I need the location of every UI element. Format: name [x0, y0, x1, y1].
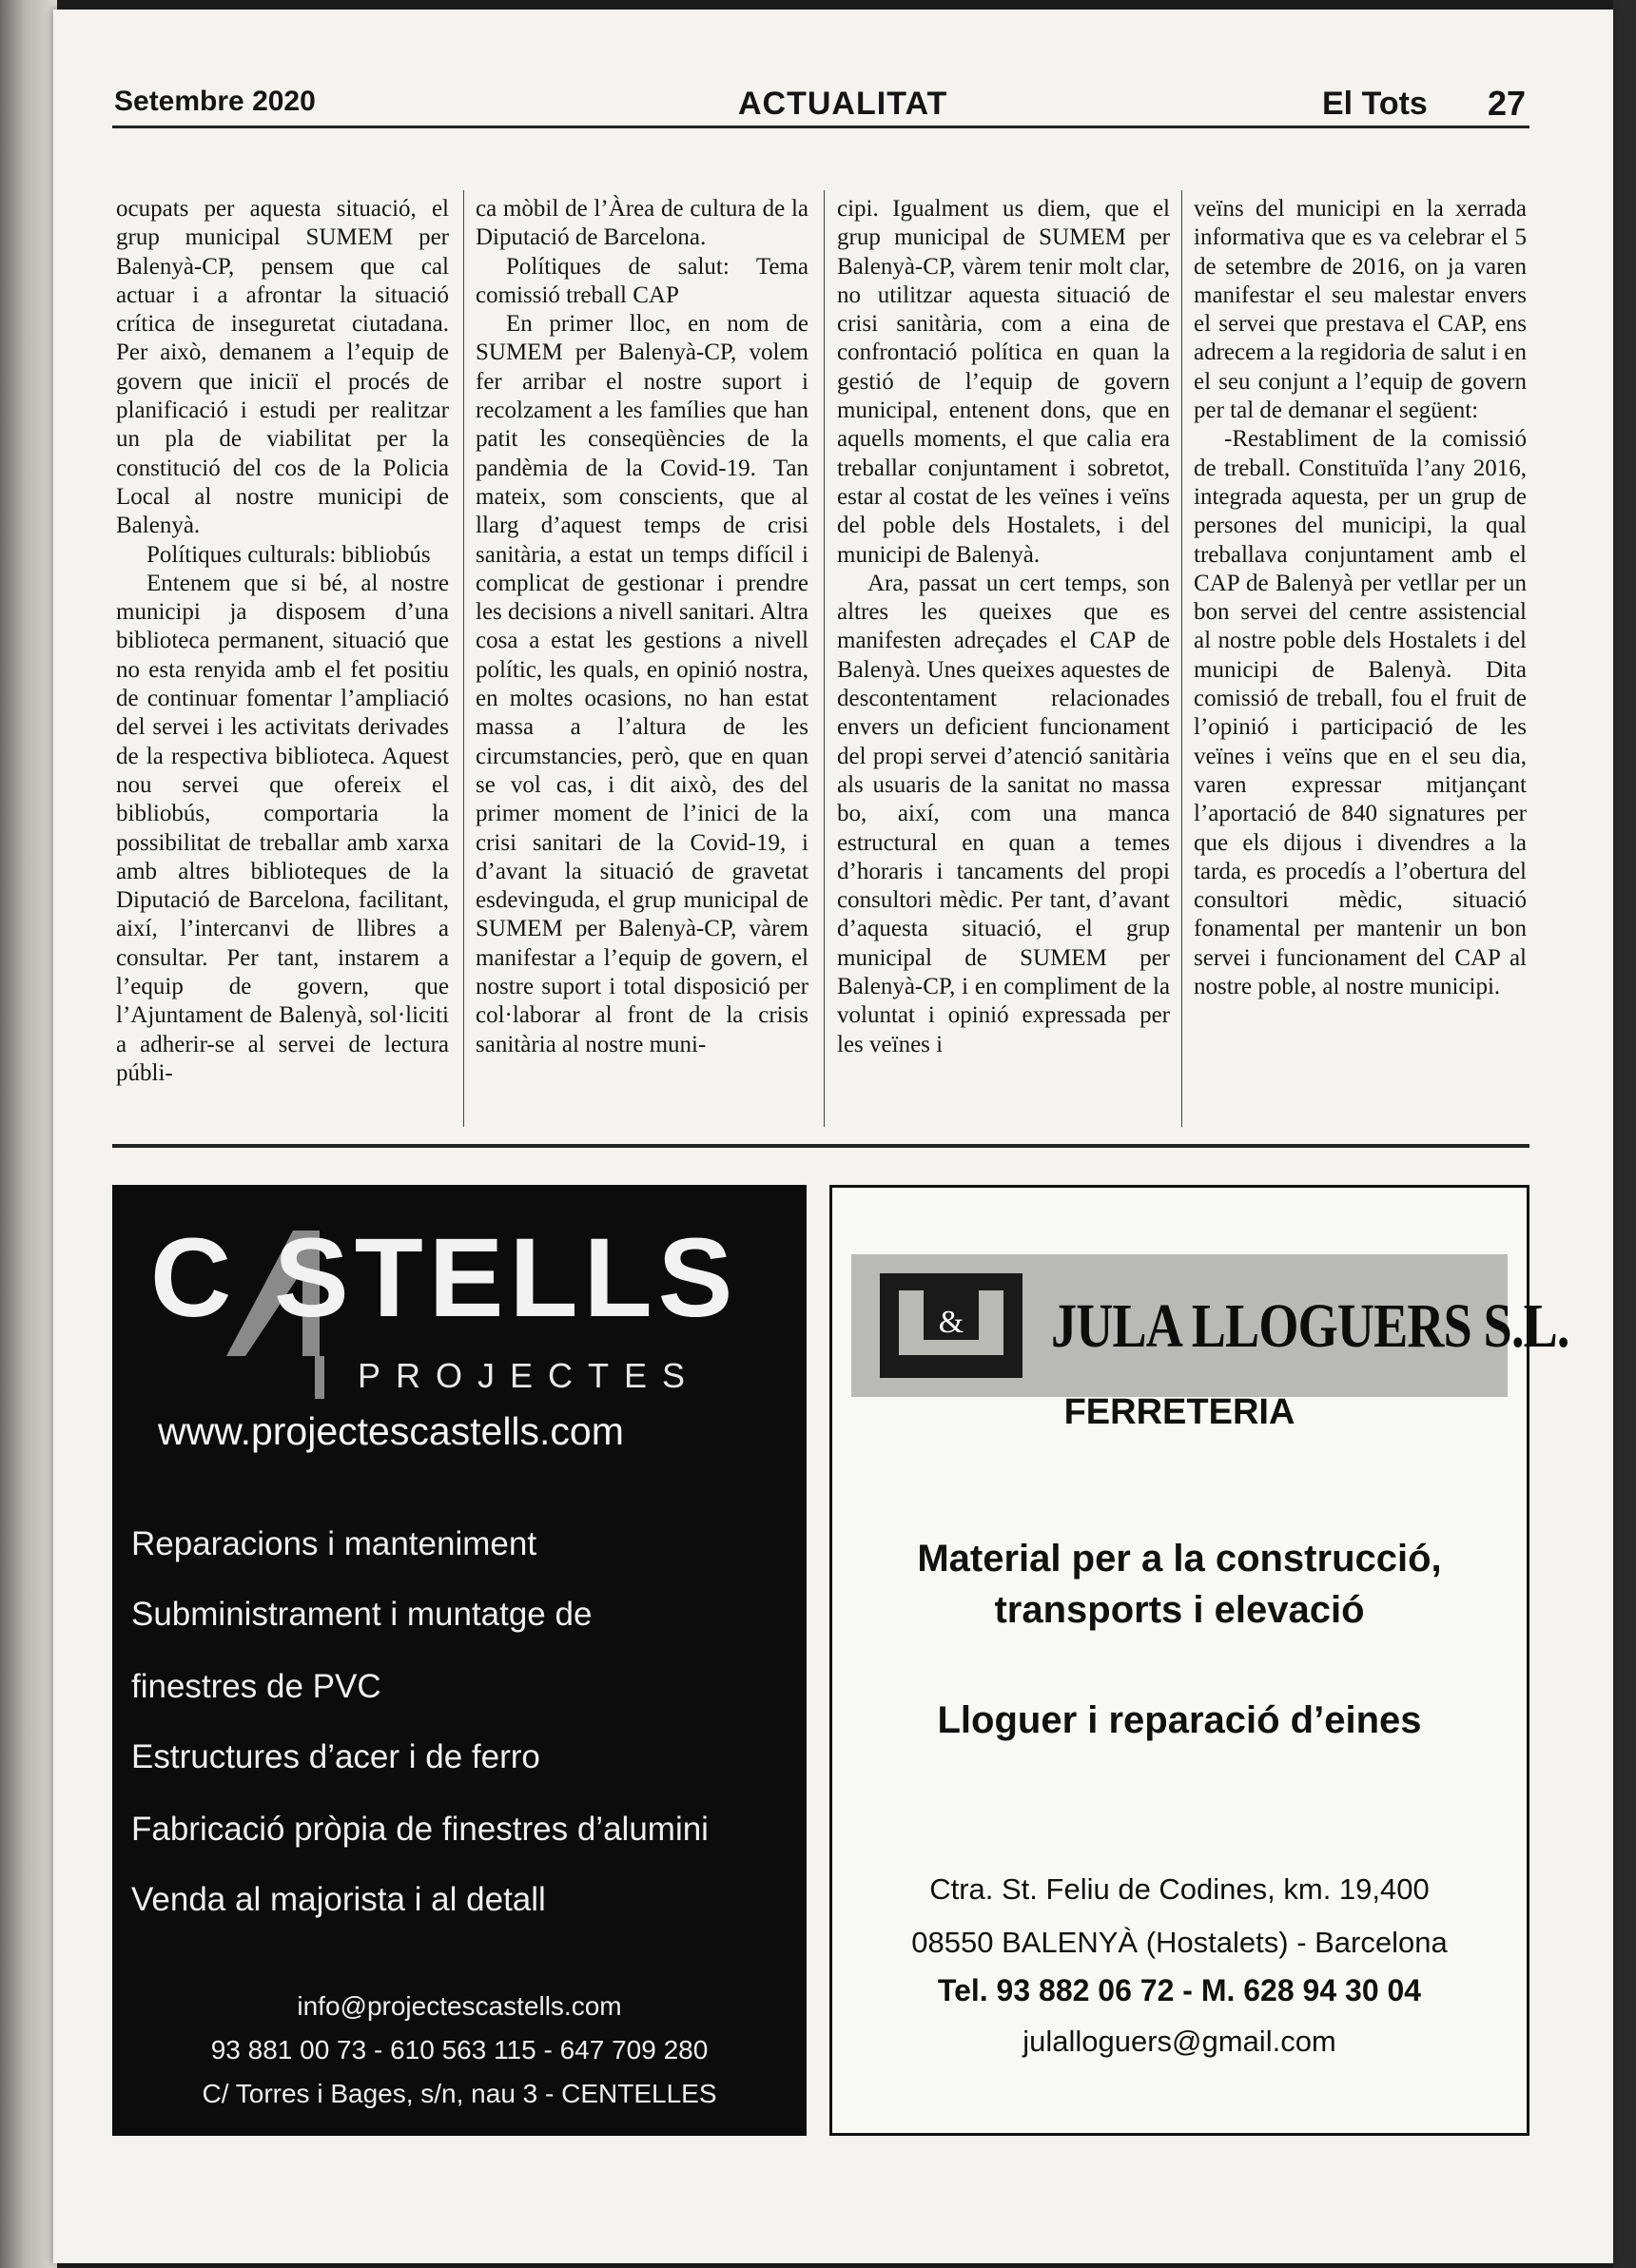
- article-column-3: [837, 195, 1170, 1059]
- castells-logo: [150, 1213, 769, 1404]
- service-item: Subministrament i muntatge de: [131, 1596, 593, 1633]
- castells-phones: 93 881 00 73 - 610 563 115 - 647 709 280: [210, 2035, 709, 2064]
- header-section: ACTUALITAT: [738, 86, 948, 122]
- adjacent-page-edge: [0, 0, 57, 2268]
- jula-tagline-3: Lloguer i reparació d’eines: [937, 1699, 1422, 1741]
- jula-tagline-1: Material per a la construcció,: [917, 1538, 1442, 1580]
- ad-jula-lloguers: [829, 1185, 1569, 2136]
- paragraph: En primer lloc, en nom de SUMEM per Balenyà-CP, volem fer arribar el nostre suport i recolzament a les famílies que han patit les conseqüències de la pandèmia de la Covid-19. Tan mateix, som conscients, que al llarg d’aquest temps de crisi sanitària, a estat un temps difícil i complicat de gestionar i prendre les decisions a nivell sanitari. Altra cosa a estat les gestions a nivell polític, les quals, en opinió nostra, en moltes ocasions, no han estat massa a l’altura de les circumstancies, però, que en quan se vol cas, i dit això, des del primer moment de l’inici de la crisi sanitari de la Covid-19, i d’avant la situació de gravetat esdevinguda, el grup municipal de SUMEM per Balenyà-CP, vàrem manifestar a l’equip de govern, el nostre suport i total disposició per col·laborar al front de la crisis sanitària al nostre muni-: [476, 311, 808, 1057]
- header-rule: [112, 126, 1529, 128]
- svg-text:&: &: [938, 1305, 964, 1340]
- column-divider: [463, 190, 464, 1127]
- service-item: Fabricació pròpia de finestres d’alumini: [131, 1811, 709, 1848]
- column-divider: [1181, 190, 1182, 1127]
- jula-email: julalloguers@gmail.com: [1022, 2025, 1336, 2058]
- castells-logo-wordmark: C STELLS: [150, 1215, 739, 1341]
- article-column-2: [476, 195, 808, 1059]
- paragraph: -Restabliment de la comissió de treball. Constituïda l’any 2016, integrada aquesta, per un grup de persones del municipi, la qual treballava conjuntament amb el CAP de Balenyà per vetllar per un bon servei del centre assistencial al nostre poble dels Hostalets i del municipi de Balenyà. Dita comissió de treball, fou el fruit de l’opinió i participació de les veïnes i veïns que en el seu dia, varen expressar mitjançant l’aportació de 840 signatures per que els dijous i divendres a la tarda, es procedís a l’obertura del consultori mèdic, situació fonamental per mantenir un bon servei i funcionament del CAP al nostre poble, al nostre municipi.: [1194, 426, 1527, 1000]
- paragraph: ocupats per aquesta situació, el grup municipal SUMEM per Balenyà-CP, pensem que cal actuar i a afrontar la situació crítica de inseguretat ciutadana. Per això, demanem a l’equip de govern que iniciï el procés de planificació i estudi per realitzar un pla de viabilitat per la constitució del cos de la Policia Local al nostre municipi de Balenyà.: [116, 196, 449, 539]
- section-rule: [112, 1144, 1529, 1148]
- header-brand: El Tots: [1322, 86, 1428, 122]
- paragraph: veïns del municipi en la xerrada informativa que es va celebrar el 5 de setembre de 2016, on ja varen manifestar el seu malestar envers el servei que prestava el CAP, ens adrecem a la regidoria de salut i en el seu conjunt a l’equip de govern per tal de demanar el següent:: [1194, 196, 1527, 424]
- jula-category: FERRETERIA: [1063, 1392, 1295, 1432]
- castells-website: www.projectescastells.com: [158, 1409, 624, 1453]
- page-number: 27: [1488, 84, 1527, 123]
- article-column-4: [1194, 195, 1527, 1001]
- castells-email: info@projectescastells.com: [297, 1991, 622, 2021]
- jula-address-line-2: 08550 BALENYÀ (Hostalets) - Barcelona: [911, 1926, 1448, 1959]
- subheading: Polítiques culturals: bibliobús: [146, 541, 431, 568]
- paragraph: Ara, passat un cert temps, son altres les queixes que es manifesten adreçades el CAP de Balenyà. Unes queixes aquestes de descontentament relacionades envers un deficient funcionament del propi servei d’atenció sanitària als usuaris de la sanitat no massa bo, així, com una manca estructural en quan a temes d’horaris i tancaments del propi consultori mèdic. Per tant, d’avant d’aquesta situació, el grup municipal de SUMEM per Balenyà-CP, i en compliment de la voluntat i opinió expressada per les veïnes i: [837, 570, 1170, 1057]
- service-item: finestres de PVC: [131, 1668, 381, 1705]
- paragraph: Entenem que si bé, al nostre municipi ja disposem d’una biblioteca permanent, situació que no esta renyida amb el fet positiu de continuar fomentar l’ampliació del servei i les activitats derivades de la respectiva biblioteca. Aquest nou servei que ofereix el bibliobús, comportaria la possibilitat de treballar amb xarxa amb altres biblioteques de la Diputació de Barcelona, facilitant, així, l’intercanvi de llibres a consultar. Per tant, instarem a l’equip de govern, que l’Ajuntament de Balenyà, sol·liciti a adherir-se al servei de lectura públi-: [116, 570, 449, 1086]
- jula-telephone: Tel. 93 882 06 72 - M. 628 94 30 04: [937, 1973, 1422, 2007]
- service-item: Estructures d’acer i de ferro: [131, 1738, 540, 1775]
- background-edge: [1613, 0, 1636, 2268]
- jula-logo-icon: [880, 1273, 1022, 1378]
- header-date: Setembre 2020: [114, 86, 316, 117]
- jula-tagline-2: transports i elevació: [994, 1589, 1365, 1631]
- paragraph: ca mòbil de l’Àrea de cultura de la Diputació de Barcelona.: [476, 196, 808, 251]
- paragraph: cipi. Igualment us diem, que el grup municipal de SUMEM per Balenyà-CP, vàrem tenir molt clar, no utilitzar aquesta situació de crisi sanitària, com a eina de confrontació política en quan la gestió de l’equip de govern municipal, entenent dons, que en aquells moments, el que calia era treballar conjuntament i sobretot, estar al costat de les veïnes i veïns del poble dels Hostalets, i del municipi de Balenyà.: [837, 196, 1170, 568]
- service-item: Reparacions i manteniment: [131, 1525, 537, 1562]
- jula-address-line-1: Ctra. St. Feliu de Codines, km. 19,400: [929, 1872, 1430, 1906]
- jula-company-name: JULA LLOGUERS S.L.: [1051, 1291, 1569, 1361]
- castells-logo-subtitle: PROJECTES: [358, 1356, 701, 1395]
- article-column-1: [116, 195, 449, 1088]
- ad-castells-projectes: [112, 1185, 807, 2136]
- service-item: Venda al majorista i al detall: [131, 1881, 546, 1918]
- jula-banner: [851, 1254, 1569, 1397]
- subheading: Polítiques de salut: Tema comissió treball CAP: [476, 253, 808, 308]
- castells-address: C/ Torres i Bages, s/n, nau 3 - CENTELLES: [202, 2079, 717, 2108]
- column-divider: [824, 190, 825, 1127]
